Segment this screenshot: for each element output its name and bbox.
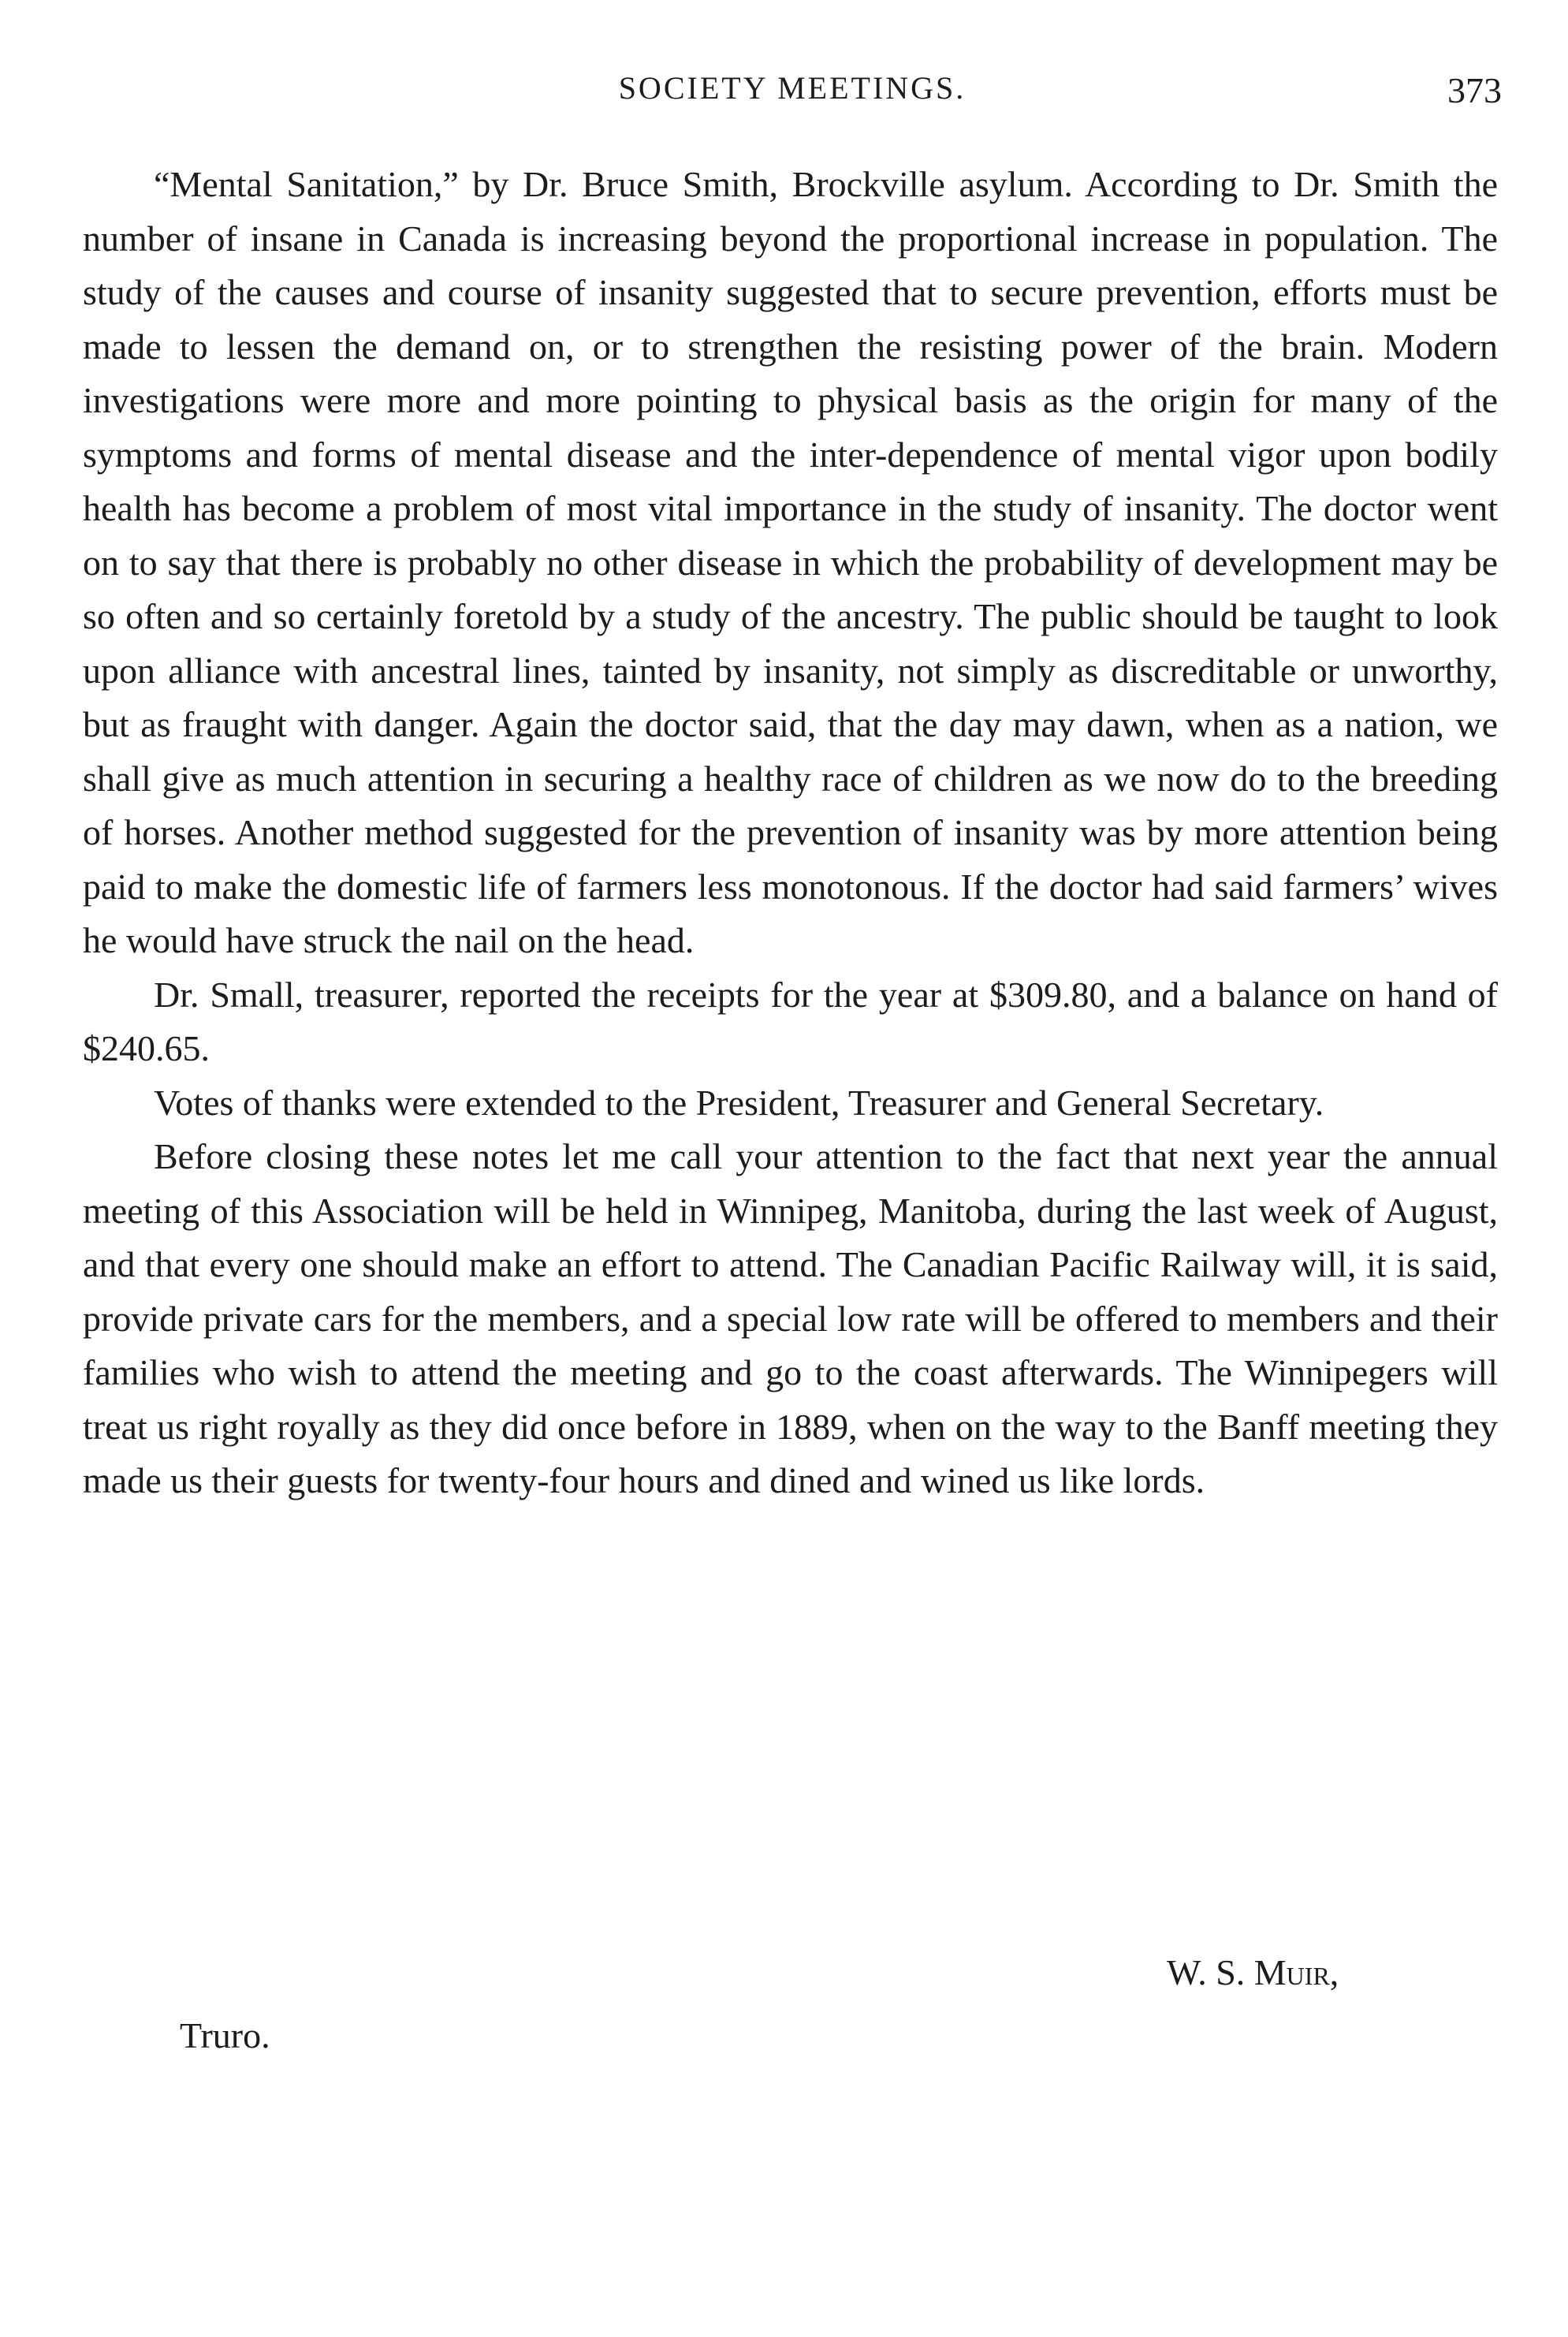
body-text (83, 158, 1498, 1508)
paragraph-votes-of-thanks: Votes of thanks were extended to the President, Treasurer and General Secretary. (154, 1082, 1324, 1123)
paragraph-next-meeting: Before closing these notes let me call your attention to the fact that next year the annual meeting of this Association will be held in Winnipeg, Manitoba, during the last week of August, and that every one should make an effort to attend. The Canadian Pacific Railway will, it is said, provide private cars for the members, and a special low rate will be offered to members and their families who wish to attend the meeting and go to the coast afterwards. The Winnipegers will treat us right royally as they did once before in 1889, when on the way to the Banff meeting they made us their guests for twenty-four hours and dined and wined us like lords. (83, 1136, 1498, 1500)
page-number: 373 (1447, 70, 1502, 110)
place-line: Truro. (180, 2015, 270, 2056)
signature-surname: Muir (1253, 1952, 1330, 1992)
running-title: SOCIETY MEETINGS. (618, 70, 966, 106)
author-signature (1167, 1951, 1339, 1993)
signature-initials: W. S. (1167, 1952, 1246, 1992)
running-head (83, 69, 1502, 117)
signature-trailing: , (1329, 1952, 1339, 1992)
paragraph-treasurer-report: Dr. Small, treasurer, reported the receipts for the year at $309.80, and a balance on hand of $240.65. (83, 974, 1498, 1068)
paragraph-mental-sanitation: “Mental Sanitation,” by Dr. Bruce Smith, Brockville asylum. According to Dr. Smith the number of insane in Canada is increasing beyond the proportional increase in population. The study of the causes and course of insanity suggested that to secure prevention, efforts must be made to lessen the demand on, or to strengthen the resisting power of the brain. Modern investigations were more and more pointing to physical basis as the origin for many of the symptoms and forms of mental disease and the inter-dependence of mental vigor upon bodily health has become a problem of most vital importance in the study of insanity. The doctor went on to say that there is probably no other disease in which the probability of development may be so often and so certainly foretold by a study of the ancestry. The public should be taught to look upon alliance with ancestral lines, tainted by insanity, not simply as discreditable or unworthy, but as fraught with danger. Again the doctor said, that the day may dawn, when as a nation, we shall give as much attention in securing a healthy race of children as we now do to the breeding of horses. Another method suggested for the prevention of insanity was by more attention being paid to make the domestic life of farmers less monotonous. If the doctor had said farmers’ wives he would have struck the nail on the head. (83, 164, 1498, 960)
